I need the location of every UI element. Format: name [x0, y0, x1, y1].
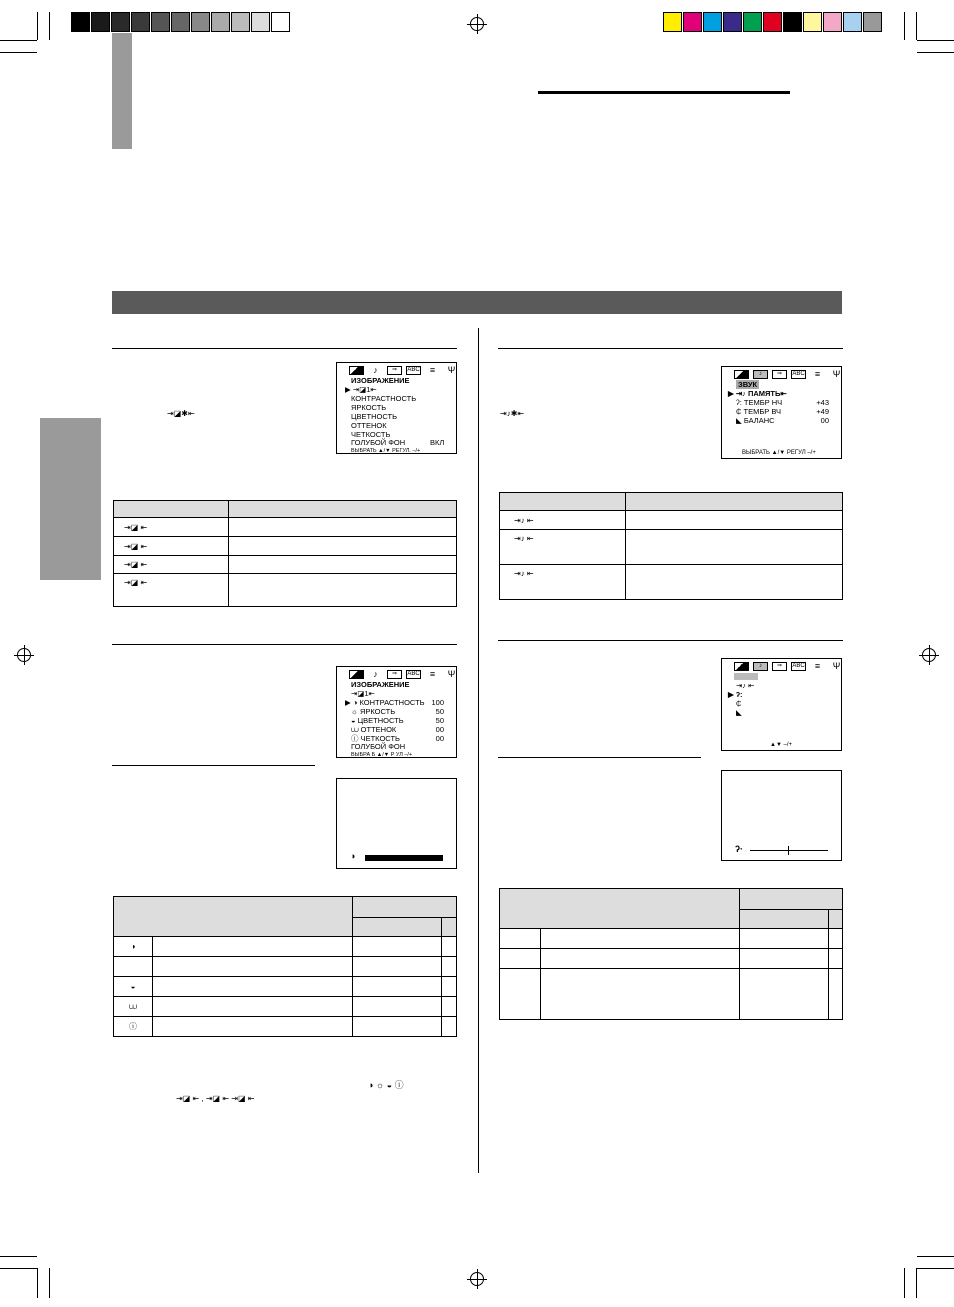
osd-value: 00 — [435, 734, 444, 743]
antenna-icon: Ψ — [447, 669, 456, 679]
osd-memory-row: ⇥◪1⇤ — [351, 689, 375, 698]
osd-bass-bar-screen — [721, 770, 842, 861]
crop-mark — [904, 12, 905, 40]
antenna-icon: Ψ — [447, 365, 456, 375]
osd-memory-row: ▶ ⇥♪ ПАМЯТЬ⇤ — [728, 389, 787, 398]
antenna-icon: Ψ — [832, 369, 841, 379]
osd-picture-menu — [336, 362, 457, 454]
input-icon: ⇒ — [772, 370, 787, 379]
gray-swatch — [91, 12, 110, 32]
right-subsection-rule-2 — [498, 640, 843, 641]
osd-footer: ▲▼ –/+ — [770, 742, 793, 748]
note-icon: ♪ — [753, 662, 768, 671]
crop-mark — [0, 52, 37, 53]
right-subsection-rule-3 — [498, 757, 701, 758]
setup-icon: ≡ — [814, 661, 821, 671]
gray-swatch — [111, 12, 130, 32]
footnote-memory-glyphs: ⇥◪ ⇤ , ⇥◪ ⇤ ⇥◪ ⇤ — [176, 1094, 255, 1103]
crop-mark — [0, 1268, 37, 1269]
setup-icon: ≡ — [429, 669, 436, 679]
table-cell: ⓘ — [114, 1017, 153, 1037]
registration-mark — [470, 17, 484, 31]
color-swatch — [803, 12, 822, 32]
color-swatch — [783, 12, 802, 32]
abc-icon: ABC — [792, 371, 805, 377]
table-cell: ◒ — [114, 977, 153, 997]
osd-sound-adjust — [721, 658, 842, 751]
osd-value: 50 — [435, 707, 444, 716]
abc-icon: ABC — [407, 671, 420, 677]
bass-level-marker — [788, 846, 789, 855]
gray-swatch — [191, 12, 210, 32]
registration-mark — [922, 648, 936, 662]
crop-mark — [917, 1268, 954, 1269]
osd-title: ИЗОБРАЖЕНИЕ — [351, 680, 410, 689]
picture-icon — [734, 662, 749, 671]
osd-value: 50 — [435, 716, 444, 725]
crop-mark — [0, 40, 37, 41]
osd-item: ₵ — [736, 699, 742, 708]
color-swatch — [863, 12, 882, 32]
picture-settings-table — [113, 896, 457, 1037]
table-cell: ⩊ — [114, 997, 153, 1017]
right-subsection-rule-1 — [498, 348, 843, 349]
table-cell: ⇥◪ ⇤ — [114, 556, 229, 574]
contrast-level-bar — [365, 855, 443, 861]
input-icon: ⇒ — [387, 366, 402, 375]
osd-bluebg-value: ВКЛ — [430, 438, 445, 447]
input-icon: ⇒ — [772, 662, 787, 671]
left-side-tab — [40, 418, 101, 580]
picture-icon — [734, 370, 749, 379]
osd-item: КОНТРАСТНОСТЬ — [351, 394, 417, 403]
crop-mark — [49, 12, 50, 40]
sound-memory-table — [499, 492, 843, 600]
crop-mark — [916, 1268, 917, 1298]
osd-title: ИЗОБРАЖЕНИЕ — [351, 376, 410, 385]
crop-mark — [917, 52, 954, 53]
section-header-bar — [112, 291, 842, 314]
osd-bluebg: ГОЛУБОЙ ФОН — [351, 438, 406, 447]
input-icon: ⇒ — [387, 670, 402, 679]
color-swatch — [723, 12, 742, 32]
osd-memory-row: ⇥♪ ⇤ — [736, 681, 755, 690]
osd-value: 100 — [431, 698, 444, 707]
bass-icon: ʔ· — [735, 844, 744, 854]
osd-sound-menu — [721, 366, 842, 459]
osd-item: ₵ ТЕМБР ВЧ — [736, 407, 782, 416]
table-cell: ⇥◪ ⇤ — [114, 518, 229, 537]
osd-item: ▶ ◑ КОНТРАСТНОСТЬ — [345, 698, 425, 707]
gray-swatch — [251, 12, 270, 32]
sound-settings-table — [499, 888, 843, 1020]
crop-mark — [37, 12, 38, 40]
osd-item: ▶ ʔ: — [728, 690, 743, 699]
osd-value: +43 — [816, 398, 829, 407]
osd-icon-row — [734, 370, 844, 379]
gray-swatch — [231, 12, 250, 32]
osd-item: ЦВЕТНОСТЬ — [351, 412, 398, 421]
osd-item: ЯРКОСТЬ — [351, 403, 387, 412]
color-swatch — [763, 12, 782, 32]
osd-icon-row — [349, 366, 459, 375]
osd-item: ⩊ ОТТЕНОК — [351, 725, 397, 734]
abc-icon: ABC — [407, 367, 420, 373]
footnote-icons: ◑ ☼ ◒ ⓘ — [368, 1080, 404, 1090]
note-icon: ♪ — [373, 669, 378, 679]
osd-item: ЧЕТКОСТЬ — [351, 430, 391, 439]
color-swatch — [683, 12, 702, 32]
left-subsection-rule-3 — [112, 765, 315, 766]
color-swatch — [823, 12, 842, 32]
setup-icon: ≡ — [814, 369, 821, 379]
crop-mark — [49, 1268, 50, 1298]
registration-mark — [470, 1272, 484, 1286]
osd-footer: ВЫБРАТЬ ▲/▼ РЕГУЛ –/+ — [742, 450, 816, 456]
osd-icon-row — [349, 670, 459, 679]
top-side-tab — [112, 33, 132, 149]
crop-mark — [0, 1256, 37, 1257]
color-swatch — [703, 12, 722, 32]
osd-icon-row — [734, 662, 844, 671]
gray-swatch — [151, 12, 170, 32]
osd-item: ◣ БАЛАНС — [736, 416, 775, 425]
crop-mark — [37, 1268, 38, 1298]
osd-value: 00 — [820, 416, 829, 425]
gray-swatch — [71, 12, 90, 32]
left-subsection-rule-2 — [112, 644, 457, 645]
bass-level-track — [750, 850, 828, 851]
osd-contrast-bar-screen — [336, 778, 457, 869]
left-subsection-rule-1 — [112, 348, 457, 349]
color-swatch — [843, 12, 862, 32]
osd-value: +49 — [816, 407, 829, 416]
osd-title: ЗВУК — [738, 380, 758, 389]
antenna-icon: Ψ — [832, 661, 841, 671]
note-icon: ♪ — [753, 370, 768, 379]
osd-item: ОТТЕНОК — [351, 421, 387, 430]
gray-swatch — [131, 12, 150, 32]
table-cell: ⇥♪ ⇤ — [500, 530, 626, 565]
osd-value: 00 — [435, 725, 444, 734]
crop-mark — [917, 1256, 954, 1257]
osd-item: ⓘ ЧЕТКОСТЬ — [351, 734, 400, 743]
table-cell: ◑ — [114, 937, 153, 957]
gray-swatch — [171, 12, 190, 32]
picture-memory-glyph: ⇥◪✱⇤ — [167, 409, 195, 418]
abc-icon: ABC — [792, 663, 805, 669]
osd-title-highlight — [734, 673, 758, 680]
osd-item: ☼ ЯРКОСТЬ — [351, 707, 396, 716]
osd-item: ◒ ЦВЕТНОСТЬ — [351, 716, 404, 725]
osd-item: ʔ: ТЕМБР НЧ — [736, 398, 783, 407]
registration-mark — [17, 648, 31, 662]
note-icon: ♪ — [373, 365, 378, 375]
table-cell: ⇥♪ ⇤ — [500, 565, 626, 600]
picture-memory-table — [113, 500, 457, 607]
page-title-rule — [538, 91, 790, 94]
osd-memory-row: ▶ ⇥◪1⇤ — [345, 385, 377, 394]
column-divider — [478, 328, 479, 1173]
gray-swatch — [271, 12, 290, 32]
color-swatch — [663, 12, 682, 32]
osd-bluebg: ГОЛУБОЙ ФОН — [351, 742, 406, 751]
table-cell: ⇥◪ ⇤ — [114, 574, 229, 607]
osd-picture-values — [336, 666, 457, 758]
crop-mark — [916, 12, 917, 40]
crop-mark — [917, 40, 954, 41]
osd-footer: ВЫБРАТЬ ▲/▼ РЕГУЛ. –/+ — [351, 448, 421, 454]
crop-mark — [904, 1268, 905, 1298]
table-cell: ⇥◪ ⇤ — [114, 537, 229, 556]
osd-footer: ВЫБРА Б ▲/▼ Р УЛ –/+ — [351, 752, 413, 758]
table-cell: ⇥♪ ⇤ — [500, 511, 626, 530]
osd-item: ◣ — [736, 708, 742, 717]
setup-icon: ≡ — [429, 365, 436, 375]
picture-icon — [349, 670, 364, 679]
color-swatch — [743, 12, 762, 32]
sound-memory-glyph: ⇥♪✱⇤ — [500, 409, 525, 418]
picture-icon — [349, 366, 364, 375]
contrast-icon: ◑ — [350, 851, 356, 861]
gray-swatch — [211, 12, 230, 32]
